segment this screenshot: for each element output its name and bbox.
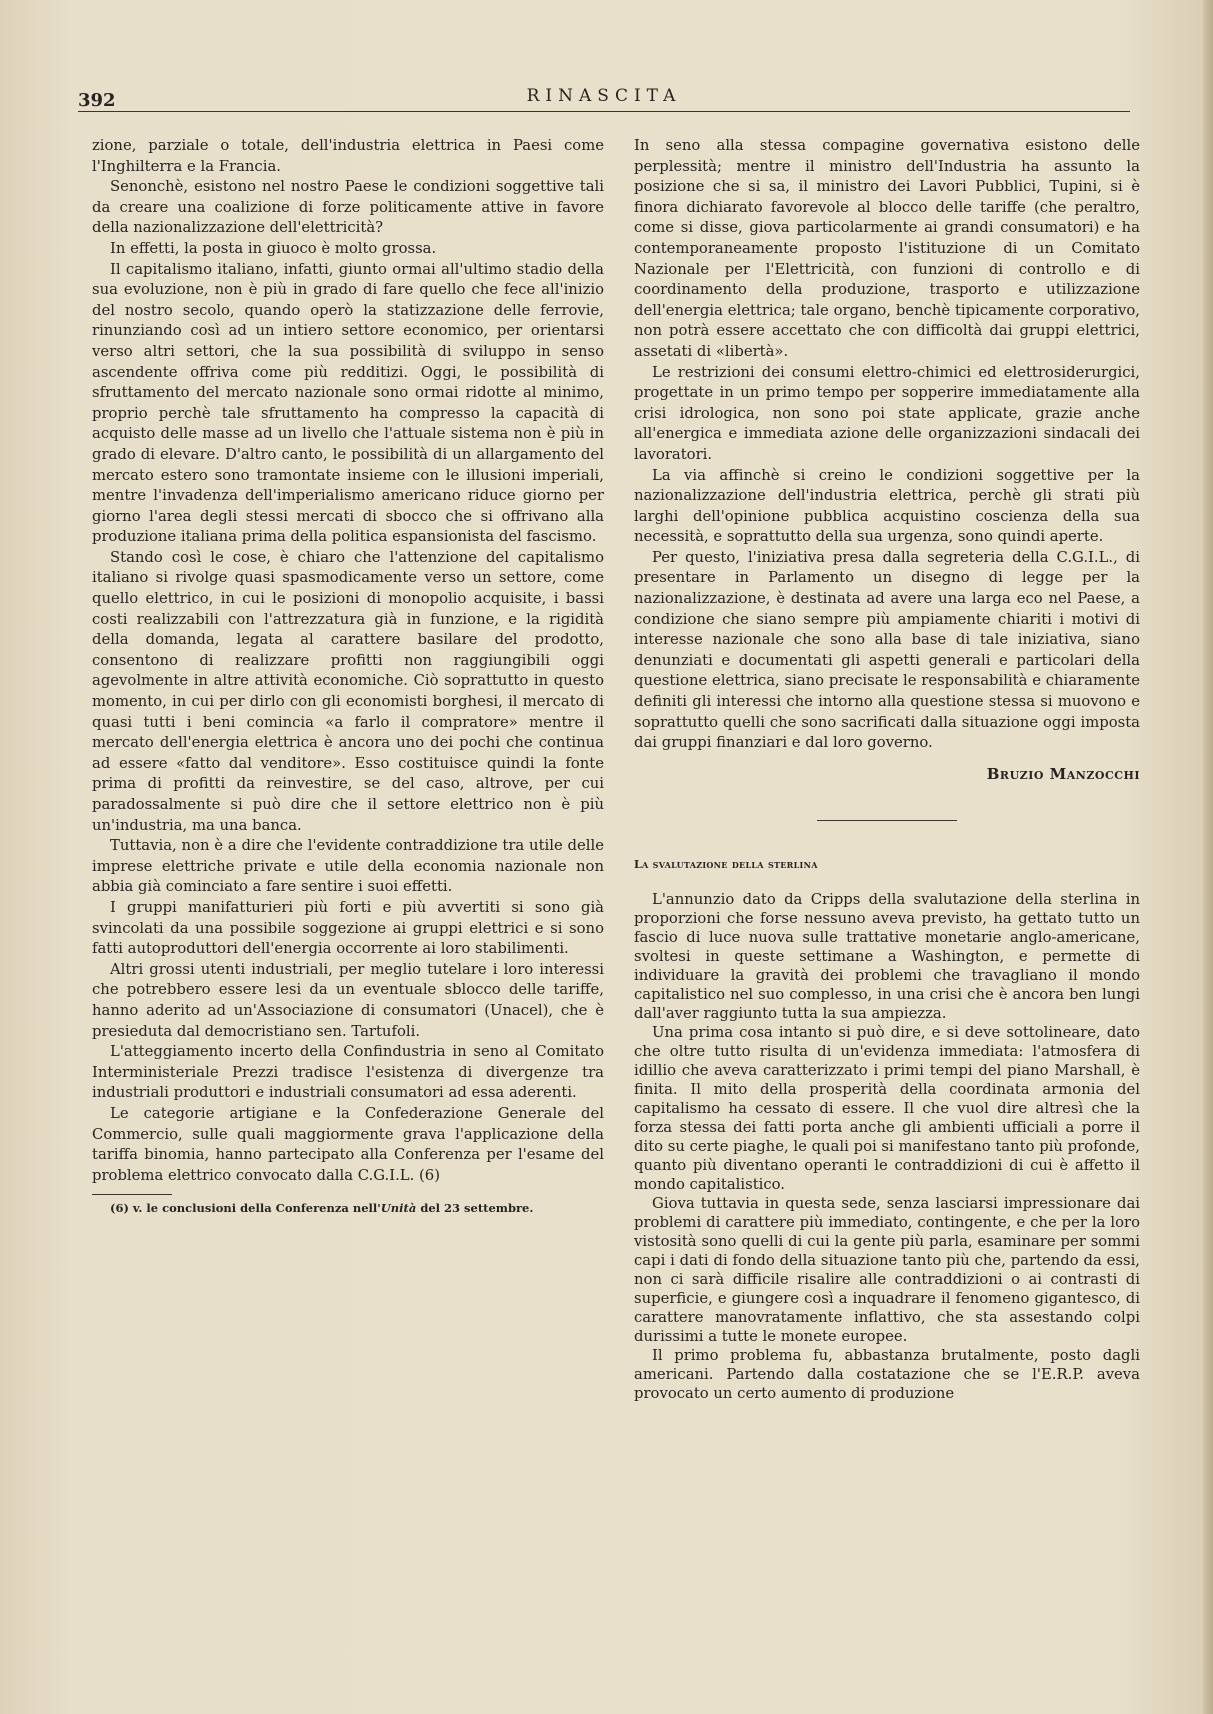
section-separator	[817, 820, 957, 821]
paragraph: Giova tuttavia in questa sede, senza lasciarsi impressionare dai problemi di carattere più immediato, contingente, e che per la loro vistosità sono quelli di cui la gente più parla, esaminare per sommi capi i dati di fondo della situazione tanto più che, partendo da essi, non ci sarà difficile risalire alle contraddizioni o ai contrasti di superficie, e giungere così a inquadrare il fenomeno gigantesco, di carattere manovratamente inflattivo, che sta assestando colpi durissimi a tutte le monete europee.	[634, 1195, 1140, 1345]
paragraph: Il capitalismo italiano, infatti, giunto ormai all'ultimo stadio della sua evoluzione, non è più in grado di fare quello che fece all'inizio del nostro secolo, quando operò la statizzazione delle ferrovie, rinunziando così ad un intiero settore economico, per orientarsi verso altri settori, che la sua possibilità di sviluppo in senso ascendente offriva come più redditizi. Oggi, le possibilità di sfruttamento del mercato nazionale sono ormai ridotte al minimo, proprio perchè tale sfruttamento ha compresso la capacità di acquisto delle masse ad un livello che l'attuale sistema non è più in grado di elevare. D'altro canto, le possibilità di un allargamento del mercato estero sono tramontate insieme con le illusioni imperiali, mentre l'invadenza dell'imperialismo americano riduce giorno per giorno l'area degli stessi mercati di sbocco che si offrivano alla produzione italiana prima della politica espansionista del fascismo.	[92, 260, 604, 546]
paragraph: Il primo problema fu, abbastanza brutalmente, posto dagli americani. Partendo dalla costatazione che se l'E.R.P. aveva provocato un certo aumento di produzione	[634, 1347, 1140, 1402]
author-signature: Bruzio Manzocchi	[986, 764, 1140, 783]
paragraph: Altri grossi utenti industriali, per meglio tutelare i loro interessi che potrebbero essere lesi da un eventuale sblocco delle tariffe, hanno aderito ad un'Associazione di consumatori (Unacel), che è presieduta dal democristiano sen. Tartufoli.	[92, 960, 604, 1040]
paragraph: Stando così le cose, è chiaro che l'attenzione del capitalismo italiano si rivolge quasi spasmodicamente verso un settore, come quello elettrico, in cui le posizioni di monopolio acquisite, i bassi costi realizzabili con l'attrezzatura già in funzione, e la rigidità della domanda, legata al carattere basilare del prodotto, consentono di realizzare profitti non raggiungibili oggi agevolmente in altre attività economiche. Ciò soprattutto in questo momento, in cui per dirlo con gli economisti borghesi, il mercato di quasi tutti i beni comincia «a farlo il compratore» mentre il mercato dell'energia elettrica è ancora uno dei pochi che continua ad essere «fatto dal venditore». Esso costituisce quindi la fonte prima di profitti da reinvestire, se del caso, altrove, per cui paradossalmente si può dire che il settore elettrico non è più un'industria, ma una banca.	[92, 548, 604, 834]
paragraph: Le restrizioni dei consumi elettro-chimici ed elettrosiderurgici, progettate in un primo tempo per sopperire immediatamente alla crisi idrologica, non sono poi state applicate, grazie anche all'energica e immediata azione delle organizzazioni sindacali dei lavoratori.	[634, 363, 1140, 463]
paragraph: L'annunzio dato da Cripps della svalutazione della sterlina in proporzioni che forse nessuno aveva previsto, ha gettato tutto un fascio di luce nuova sulle trattative monetarie anglo-americane, svoltesi in queste settimane a Washington, e permette di individuare la gravità dei problemi che travagliano il mondo capitalistico nel suo complesso, in una crisi che è ancora ben lungi dall'aver raggiunto tutta la sua ampiezza.	[634, 891, 1140, 1022]
paragraph: I gruppi manifatturieri più forti e più avvertiti si sono già svincolati da una possibile soggezione ai gruppi elettrici e si sono fatti autoproduttori dell'energia occorrente ai loro stabilimenti.	[92, 898, 604, 958]
paragraph: zione, parziale o totale, dell'industria elettrica in Paesi come l'Inghilterra e la Francia.	[92, 137, 604, 175]
article-body	[634, 890, 1140, 1403]
paragraph: Tuttavia, non è a dire che l'evidente contraddizione tra utile delle imprese elettriche private e utile della economia nazionale non abbia già cominciato a fare sentire i suoi effetti.	[92, 837, 604, 896]
paragraph: Le categorie artigiane e la Confederazione Generale del Commercio, sulle quali maggiormente grava l'applicazione della tariffa binomia, hanno partecipato alla Conferenza per l'esame del problema elettrico convocato dalla C.G.I.L. (6)	[92, 1104, 604, 1184]
paragraph: L'atteggiamento incerto della Confindustria in seno al Comitato Interministeriale Prezzi tradisce l'esistenza di divergenze tra industriali produttori e industriali consumatori ad essa aderenti.	[92, 1043, 604, 1102]
running-title: RINASCITA	[526, 86, 682, 106]
paragraph: In seno alla stessa compagine governativa esistono delle perplessità; mentre il ministro dell'Industria ha assunto la posizione che si sa, il ministro dei Lavori Pubblici, Tupini, si è finora dichiarato favorevole al blocco delle tariffe (che peraltro, come si disse, giova particolarmente ai grandi consumatori) e ha contemporaneamente proposto l'istituzione di un Comitato Nazionale per l'Elettricità, con funzioni di controllo e di coordinamento della produzione, trasporto e utilizzazione dell'energia elettrica; tale organo, benchè tipicamente corporativo, non potrà essere accettato che con difficoltà dai gruppi elettrici, assetati di «libertà».	[634, 137, 1140, 360]
page-number: 392	[78, 90, 116, 111]
paragraph: Per questo, l'iniziativa presa dalla segreteria della C.G.I.L., di presentare in Parlamento un disegno di legge per la nazionalizzazione, è destinata ad avere una larga eco nel Paese, a condizione che siano sempre più ampiamente chiariti i motivi di interesse nazionale che sono alla base di tale iniziativa, siano denunziati e documentati gli aspetti generali e particolari della questione elettrica, siano precisate le responsabilità e chiaramente definiti gli interessi che intorno alla questione stessa si muovono e soprattutto quelli che sono sacrificati dalla situazione oggi imposta dai gruppi finanziari e dal loro governo.	[634, 548, 1140, 752]
paragraph: Senonchè, esistono nel nostro Paese le condizioni soggettive tali da creare una coalizione di forze politicamente attive in favore della nazionalizzazione dell'elettricità?	[92, 178, 604, 237]
footnote-text: (6) v. le conclusioni della Conferenza nell'	[110, 1201, 381, 1216]
header-rule	[78, 111, 1130, 112]
footnote-italic: Unità	[380, 1201, 417, 1216]
page-header	[78, 82, 1130, 112]
footnote-rule	[92, 1194, 172, 1195]
footnote-text-end: del 23 settembre.	[416, 1201, 534, 1216]
left-column	[92, 136, 604, 1215]
section-title: La svalutazione della sterlina	[634, 858, 818, 872]
page-spine-edge	[1203, 0, 1213, 1714]
right-column	[634, 136, 1140, 1403]
footnote	[92, 1201, 604, 1215]
paragraph: La via affinchè si creino le condizioni soggettive per la nazionalizzazione dell'industria elettrica, perchè gli strati più larghi dell'opinione pubblica acquistino coscienza della sua necessità, e soprattutto della sua urgenza, sono quindi aperte.	[634, 466, 1140, 546]
paragraph: In effetti, la posta in giuoco è molto grossa.	[110, 239, 437, 257]
paragraph: Una prima cosa intanto si può dire, e si deve sottolineare, dato che oltre tutto risulta di un'evidenza immediata: l'atmosfera di idillio che aveva caratterizzato i primi tempi del piano Marshall, è finita. Il mito della prosperità della coordinata armonia del capitalismo ha cessato di essere. Il che vuol dire altresì che la forza stessa dei fatti porta anche gli ambienti ufficiali a porre il dito su certe piaghe, le quali poi si manifestano tanto più profonde, quanto più diventano operanti le contraddizioni di cui è affetto il mondo capitalistico.	[634, 1024, 1140, 1193]
